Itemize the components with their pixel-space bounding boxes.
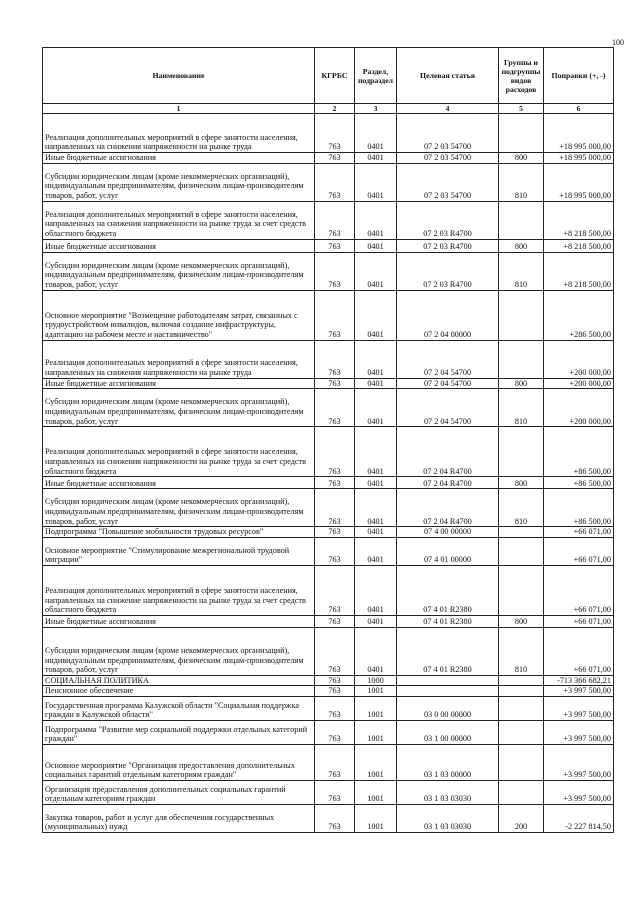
row-amount: +3 997 500,00 [544, 720, 614, 744]
row-target: 07 2 03 54700 [397, 163, 499, 201]
column-number: 6 [544, 104, 614, 114]
row-target: 07 2 03 54700 [397, 153, 499, 164]
row-section: 0401 [355, 627, 397, 675]
row-section: 0401 [355, 565, 397, 615]
row-kgrbs: 763 [315, 720, 355, 744]
column-number: 3 [355, 104, 397, 114]
row-group: 800 [499, 378, 544, 389]
table-row [43, 527, 614, 538]
row-group [499, 527, 544, 538]
row-name: Субсидии юридическим лицам (кроме некоммерческих организаций), индивидуальным предпринимателям, физическим лицам-производителям товаров, работ, услуг [43, 389, 315, 427]
row-kgrbs: 763 [315, 340, 355, 378]
row-amount: +86 500,00 [544, 477, 614, 489]
row-target: 03 0 00 00000 [397, 696, 499, 720]
row-kgrbs: 763 [315, 153, 355, 164]
row-group: 810 [499, 163, 544, 201]
row-target: 07 2 04 00000 [397, 290, 499, 340]
row-amount: +200 000,00 [544, 378, 614, 389]
row-amount: -2 227 814,50 [544, 804, 614, 832]
row-target: 07 4 01 R2380 [397, 627, 499, 675]
row-name: Организация предоставления дополнительных социальных гарантий отдельным категориям граждан [43, 780, 315, 804]
column-number: 5 [499, 104, 544, 114]
row-name: Подпрограмма "Повышение мобильности трудовых ресурсов" [43, 527, 315, 538]
row-group [499, 427, 544, 477]
row-kgrbs: 763 [315, 252, 355, 290]
row-group [499, 744, 544, 780]
row-kgrbs: 763 [315, 696, 355, 720]
table-row [43, 201, 614, 239]
row-kgrbs: 763 [315, 114, 355, 153]
column-number-row [43, 104, 614, 114]
row-group [499, 720, 544, 744]
row-section: 0401 [355, 615, 397, 627]
row-name: Реализация дополнительных мероприятий в сфере занятости населения, направленных на снижения напряженности на рынке труда за счет средств областного бюджета [43, 201, 315, 239]
row-section: 0401 [355, 153, 397, 164]
budget-amendments-table [42, 47, 614, 833]
column-number: 2 [315, 104, 355, 114]
row-section: 0401 [355, 378, 397, 389]
table-row [43, 340, 614, 378]
row-kgrbs: 763 [315, 163, 355, 201]
row-section: 1001 [355, 696, 397, 720]
row-group: 200 [499, 804, 544, 832]
row-group: 800 [499, 239, 544, 252]
table-row [43, 252, 614, 290]
table-row [43, 537, 614, 565]
row-kgrbs: 763 [315, 290, 355, 340]
row-target: 07 4 01 R2380 [397, 565, 499, 615]
row-target: 07 2 03 R4700 [397, 252, 499, 290]
row-target [397, 675, 499, 686]
table-row [43, 427, 614, 477]
row-section: 0401 [355, 201, 397, 239]
row-kgrbs: 763 [315, 804, 355, 832]
row-group [499, 675, 544, 686]
table-row [43, 744, 614, 780]
row-section: 0401 [355, 252, 397, 290]
row-name: Государственная программа Калужской области "Социальная поддержка граждан в Калужской области" [43, 696, 315, 720]
row-group [499, 201, 544, 239]
row-amount: +200 000,00 [544, 389, 614, 427]
row-name: Пенсионное обеспечение [43, 686, 315, 697]
row-name: Основное мероприятие "Стимулирование межрегиональной трудовой миграции" [43, 537, 315, 565]
row-section: 0401 [355, 389, 397, 427]
row-target [397, 686, 499, 697]
row-group: 810 [499, 389, 544, 427]
row-section: 1001 [355, 804, 397, 832]
row-amount: +3 997 500,00 [544, 780, 614, 804]
row-target: 03 1 03 03030 [397, 804, 499, 832]
table-row [43, 477, 614, 489]
row-target: 07 4 01 00000 [397, 537, 499, 565]
row-name: Иные бюджетные ассигнования [43, 239, 315, 252]
row-kgrbs: 763 [315, 239, 355, 252]
table-body [43, 114, 614, 833]
column-number: 1 [43, 104, 315, 114]
page-number: 100 [612, 38, 624, 47]
row-kgrbs: 763 [315, 201, 355, 239]
row-amount: +8 218 500,00 [544, 201, 614, 239]
table-row [43, 615, 614, 627]
header-amendments: Поправки (+, -) [544, 48, 614, 104]
row-group: 800 [499, 615, 544, 627]
row-group [499, 114, 544, 153]
row-target: 03 1 03 00000 [397, 744, 499, 780]
row-group: 810 [499, 252, 544, 290]
table-row [43, 239, 614, 252]
row-amount: +3 997 500,00 [544, 686, 614, 697]
table-row [43, 565, 614, 615]
row-kgrbs: 763 [315, 675, 355, 686]
row-amount: +66 071,00 [544, 537, 614, 565]
row-name: Иные бюджетные ассигнования [43, 477, 315, 489]
row-name: Реализация дополнительных мероприятий в сфере занятости населения, направленных на снижения напряженности на рынке труда [43, 340, 315, 378]
table-row [43, 163, 614, 201]
row-amount: +8 218 500,00 [544, 239, 614, 252]
row-name: Подпрограмма "Развитие мер социальной поддержки отдельных категорий граждан" [43, 720, 315, 744]
row-group: 810 [499, 489, 544, 527]
table-row [43, 686, 614, 697]
row-name: Субсидии юридическим лицам (кроме некоммерческих организаций), индивидуальным предпринимателям, физическим лицам-производителям товаров, работ, услуг [43, 489, 315, 527]
row-name: Иные бюджетные ассигнования [43, 615, 315, 627]
row-group [499, 565, 544, 615]
row-kgrbs: 763 [315, 477, 355, 489]
table-row [43, 290, 614, 340]
row-section: 0401 [355, 239, 397, 252]
row-section: 0401 [355, 477, 397, 489]
row-kgrbs: 763 [315, 389, 355, 427]
table-row [43, 489, 614, 527]
header-groups: Группы и подгруппы видов расходов [499, 48, 544, 104]
row-target: 07 2 04 R4700 [397, 477, 499, 489]
row-kgrbs: 763 [315, 627, 355, 675]
row-amount: +66 071,00 [544, 615, 614, 627]
row-section: 0401 [355, 489, 397, 527]
row-kgrbs: 763 [315, 565, 355, 615]
row-name: Основное мероприятие "Организация предоставления дополнительных социальных гарантий отдельным категориям граждан" [43, 744, 315, 780]
row-section: 0401 [355, 163, 397, 201]
table-row [43, 804, 614, 832]
row-group [499, 537, 544, 565]
table-row [43, 780, 614, 804]
row-group: 800 [499, 153, 544, 164]
row-name: Иные бюджетные ассигнования [43, 153, 315, 164]
table-row [43, 627, 614, 675]
row-kgrbs: 763 [315, 537, 355, 565]
row-target: 07 2 04 54700 [397, 389, 499, 427]
row-section: 0401 [355, 340, 397, 378]
row-section: 1001 [355, 686, 397, 697]
row-target: 07 2 03 R4700 [397, 201, 499, 239]
row-group [499, 290, 544, 340]
row-name: Субсидии юридическим лицам (кроме некоммерческих организаций), индивидуальным предпринимателям, физическим лицам-производителям товаров, работ, услуг [43, 627, 315, 675]
row-group: 810 [499, 627, 544, 675]
row-amount: +286 500,00 [544, 290, 614, 340]
row-section: 0401 [355, 527, 397, 538]
row-kgrbs: 763 [315, 780, 355, 804]
row-kgrbs: 763 [315, 489, 355, 527]
row-section: 1000 [355, 675, 397, 686]
row-target: 07 4 01 R2380 [397, 615, 499, 627]
row-section: 1001 [355, 744, 397, 780]
table-row [43, 389, 614, 427]
row-section: 0401 [355, 537, 397, 565]
row-target: 03 1 03 03030 [397, 780, 499, 804]
row-name: СОЦИАЛЬНАЯ ПОЛИТИКА [43, 675, 315, 686]
column-number: 4 [397, 104, 499, 114]
row-target: 07 2 03 R4700 [397, 239, 499, 252]
table-row [43, 696, 614, 720]
row-group [499, 340, 544, 378]
row-target: 03 1 00 00000 [397, 720, 499, 744]
table-row [43, 153, 614, 164]
row-group [499, 696, 544, 720]
row-amount: +86 500,00 [544, 489, 614, 527]
row-amount: +3 997 500,00 [544, 744, 614, 780]
row-name: Субсидии юридическим лицам (кроме некоммерческих организаций), индивидуальным предпринимателям, физическим лицам-производителям товаров, работ, услуг [43, 252, 315, 290]
row-amount: +66 071,00 [544, 627, 614, 675]
row-name: Реализация дополнительных мероприятий в сфере занятости населения, направленных на снижение напряженности на рынке труда за счет средств областного бюджета [43, 565, 315, 615]
row-name: Иные бюджетные ассигнования [43, 378, 315, 389]
row-amount: +18 995 000,00 [544, 163, 614, 201]
row-kgrbs: 763 [315, 427, 355, 477]
row-kgrbs: 763 [315, 378, 355, 389]
header-section: Раздел, подраздел [355, 48, 397, 104]
row-name: Реализация дополнительных мероприятий в сфере занятости населения, направленных на снижения напряженности на рынке труда [43, 114, 315, 153]
row-section: 0401 [355, 114, 397, 153]
header-name: Наименование [43, 48, 315, 104]
row-target: 07 2 03 54700 [397, 114, 499, 153]
row-target: 07 2 04 54700 [397, 378, 499, 389]
row-kgrbs: 763 [315, 615, 355, 627]
row-kgrbs: 763 [315, 686, 355, 697]
row-amount: +3 997 500,00 [544, 696, 614, 720]
row-name: Реализация дополнительных мероприятий в сфере занятости населения, направленных на снижения напряженности на рынке труда за счет средств областного бюджета [43, 427, 315, 477]
row-name: Закупка товаров, работ и услуг для обеспечения государственных (муниципальных) нужд [43, 804, 315, 832]
table-row [43, 378, 614, 389]
row-target: 07 4 00 00000 [397, 527, 499, 538]
row-amount: +86 500,00 [544, 427, 614, 477]
row-amount: -713 366 682,21 [544, 675, 614, 686]
row-amount: +8 218 500,00 [544, 252, 614, 290]
header-target: Целевая статья [397, 48, 499, 104]
row-kgrbs: 763 [315, 744, 355, 780]
row-kgrbs: 763 [315, 527, 355, 538]
table-row [43, 675, 614, 686]
header-kgrbs: КГРБС [315, 48, 355, 104]
header-row [43, 48, 614, 104]
row-amount: +66 071,00 [544, 565, 614, 615]
row-target: 07 2 04 R4700 [397, 427, 499, 477]
row-name: Субсидии юридическим лицам (кроме некоммерческих организаций), индивидуальным предпринимателям, физическим лицам-производителям товаров, работ, услуг [43, 163, 315, 201]
table-row [43, 114, 614, 153]
row-target: 07 2 04 54700 [397, 340, 499, 378]
row-name: Основное мероприятие "Возмещение работодателям затрат, связанных с трудоустройством инвалидов, включая создание инфраструктуры, адаптацию на рабочем месте и наставничество" [43, 290, 315, 340]
row-amount: +200 000,00 [544, 340, 614, 378]
row-section: 0401 [355, 290, 397, 340]
row-section: 0401 [355, 427, 397, 477]
row-amount: +18 995 000,00 [544, 153, 614, 164]
row-group [499, 686, 544, 697]
row-group: 800 [499, 477, 544, 489]
table-row [43, 720, 614, 744]
row-group [499, 780, 544, 804]
row-amount: +18 995 000,00 [544, 114, 614, 153]
row-section: 1001 [355, 720, 397, 744]
row-target: 07 2 04 R4700 [397, 489, 499, 527]
row-amount: +66 071,00 [544, 527, 614, 538]
row-section: 1001 [355, 780, 397, 804]
